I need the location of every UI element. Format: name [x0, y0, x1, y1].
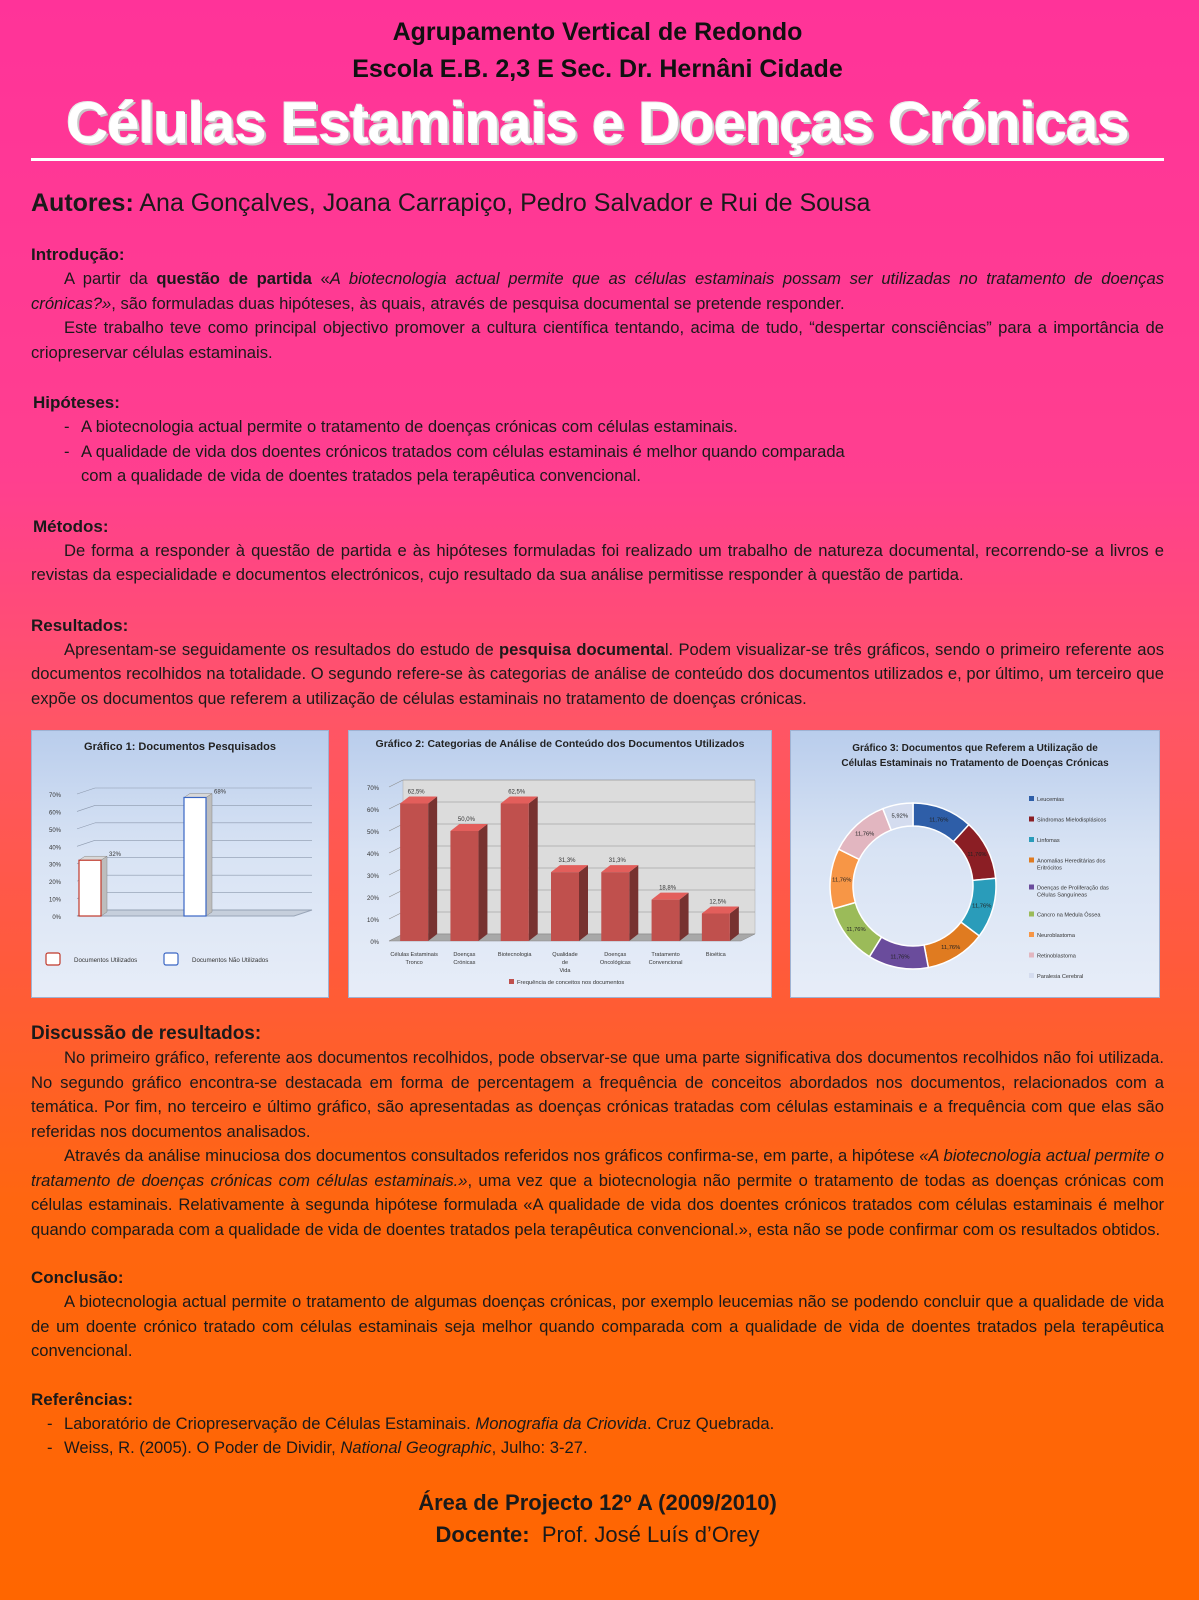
chart-2-bar [450, 831, 478, 941]
introduction-paragraph-2: Este trabalho teve como principal objectivo promover a cultura científica tentando, acima de tudo, “despertar consciências” para a importância de criopreservar células estaminais. [31, 318, 1164, 362]
chart-3-value-label: 11,76% [832, 877, 852, 884]
hypothesis-item [64, 440, 1164, 489]
chart-1-legend-label: Documentos Utilizados [74, 957, 138, 964]
chart-3-legend-label: Doenças de Proliferação das [1037, 885, 1109, 892]
chart-3-value-label: 11,76% [967, 852, 987, 859]
chart-2-value-label: 18,8% [659, 885, 677, 892]
chart-2-bar [551, 872, 579, 941]
conclusion-section [31, 1266, 1164, 1364]
chart-1-gridline [77, 823, 95, 829]
chart-2-ytick-label: 60% [366, 808, 379, 814]
results-bold-term: pesquisa documenta [499, 639, 665, 659]
chart-3-panel [790, 730, 1160, 998]
chart-2-bar-side [579, 865, 588, 941]
chart-2-value-label: 50,0% [457, 817, 475, 823]
chart-2-category-label: Qualidade [552, 952, 578, 958]
chart-2-bar-side [680, 893, 689, 941]
chart-3-legend-label: Paralesia Cerebral [1037, 974, 1084, 980]
hypothesis-item: - A biotecnologia actual permite o tratamento de doenças crónicas com células estaminais. [64, 415, 1164, 440]
chart-1-legend-swatch [164, 953, 178, 965]
chart-2-value-label: 12,5% [709, 899, 727, 906]
chart-3-legend-swatch [1029, 796, 1034, 801]
results-text: Apresentam-se seguidamente os resultados do estudo de [64, 639, 500, 659]
discussion-paragraph-2 [31, 1144, 1164, 1242]
chart-2-value-label: 31,3% [608, 858, 626, 865]
school-subname: Escola E.B. 2,3 E Sec. Dr. Hernâni Cidade [352, 55, 843, 83]
discussion-section [31, 1022, 1164, 1242]
authors-label: Autores: [31, 189, 134, 217]
chart-1-gridline [77, 840, 95, 846]
reference-title: Monografia da Criovida [475, 1413, 647, 1433]
chart-2-legend-label: Frequência de conceitos nos documentos [517, 980, 625, 986]
results-heading: Resultados: [31, 615, 129, 635]
chart-2-category-label: Biotecnologia [497, 952, 532, 958]
chart-2-category-label: Oncológicas [599, 960, 631, 966]
chart-2-ytick-label: 70% [366, 786, 379, 792]
intro-question: A biotecnologia actual permite que as células estaminais possam ser utilizadas no tratamento de doenças crónicas?» [31, 269, 1165, 313]
chart-2-category-label: Tronco [405, 960, 423, 966]
chart-3-legend-swatch [1029, 912, 1034, 917]
chart-2-ytick-label: 20% [366, 896, 379, 902]
chart-3-doencas-cronicas [791, 731, 1159, 997]
chart-3-legend-label: Retinoblastoma [1037, 953, 1076, 960]
methods-paragraph: De forma a responder à questão de partida e às hipóteses formuladas foi realizado um trabalho de natureza documental, recorrendo-se a livros e revistas da especialidade e documentos electrónicos, cujo resultado da sua análise permitisse responder à questão de partida. [31, 540, 1164, 584]
reference-item [47, 1412, 1164, 1437]
chart-1-ytick-label: 70% [48, 793, 61, 799]
introduction-paragraph-1 [31, 267, 1164, 316]
chart-3-title-line-1: Gráfico 3: Documentos que Referem a Utilização de [852, 743, 1098, 754]
reference-text: Laboratório de Criopreservação de Células Estaminais. [64, 1413, 476, 1433]
title-underline [31, 158, 1164, 161]
chart-3-value-label: 11,76% [941, 944, 961, 951]
chart-1-bar-side [101, 856, 107, 916]
chart-3-value-label: 11,76% [972, 903, 992, 910]
chart-2-bar-side [629, 865, 638, 941]
reference-text: Weiss, R. (2005). O Poder de Dividir, [64, 1438, 341, 1457]
chart-3-legend-label: Anomalias Hereditárias dos [1037, 858, 1106, 865]
introduction-section [31, 243, 1164, 365]
chart-2-category-label: Doenças [453, 952, 476, 958]
chart-1-ytick-label: 0% [52, 915, 61, 921]
poster-title: Células Estaminais e Doenças Crónicas [66, 91, 1129, 156]
chart-2-bar-side [428, 797, 437, 942]
chart-1-title: Gráfico 1: Documentos Pesquisados [84, 741, 276, 753]
chart-1-ytick-label: 10% [48, 897, 61, 904]
chart-2-panel [348, 730, 772, 998]
chart-3-value-label: 11,76% [929, 817, 949, 824]
chart-3-value-label: 11,76% [846, 927, 866, 934]
chart-3-legend-swatch [1029, 932, 1034, 937]
docente-name: Prof. José Luís d’Orey [529, 1521, 760, 1547]
chart-3-legend-label-cont: Células Sanguíneas [1037, 892, 1088, 899]
chart-3-value-label: 5,92% [891, 813, 908, 820]
chart-1-gridline [77, 788, 95, 794]
poster [31, 0, 1164, 1551]
intro-text-end: , são formuladas duas hipóteses, às quais, através de pesquisa documental se pretende responder. [111, 293, 845, 313]
chart-2-ytick-label: 10% [366, 918, 379, 924]
chart-2-category-label: Convencional [648, 960, 683, 966]
chart-3-legend-swatch [1029, 837, 1034, 842]
chart-3-legend-label: Linfomas [1037, 838, 1060, 844]
hypothesis-text-cont: com a qualidade de vida de doentes tratados pela terapêutica convencional. [81, 466, 641, 485]
hypotheses-list [31, 415, 1164, 489]
chart-1-bar [184, 797, 206, 916]
chart-2-categorias-analise [349, 731, 771, 997]
chart-1-ytick-label: 20% [48, 880, 61, 887]
chart-2-bar-side [529, 797, 538, 942]
charts-row [31, 730, 1164, 998]
chart-2-ytick-label: 50% [366, 830, 379, 836]
chart-2-title: Gráfico 2: Categorias de Análise de Conteúdo dos Documentos Utilizados [375, 738, 745, 750]
chart-1-legend-swatch [46, 953, 60, 965]
chart-1-value-label: 32% [109, 852, 122, 859]
chart-2-category-label: Vida [559, 968, 571, 974]
chart-1-bar [79, 860, 101, 916]
chart-3-legend-label-cont: Eritrócitos [1037, 865, 1062, 872]
chart-1-documentos-pesquisados [32, 731, 328, 997]
chart-1-panel [31, 730, 329, 998]
footer-docente [31, 1519, 1164, 1551]
footer-course: Área de Projecto 12º A (2009/2010) [418, 1489, 777, 1515]
discussion-hypothesis-quote: «A biotecnologia actual permite o tratamento de doenças crónicas com células estaminais.» [31, 1146, 1164, 1190]
chart-2-bar [652, 900, 680, 941]
footer [31, 1487, 1164, 1551]
reference-text-end: . Cruz Quebrada. [646, 1413, 775, 1433]
chart-3-legend-swatch [1029, 973, 1034, 978]
chart-1-legend-label: Documentos Não Utilizados [192, 957, 269, 964]
chart-2-bar [601, 872, 629, 941]
chart-1-ytick-label: 50% [48, 827, 61, 834]
chart-1-ytick-label: 30% [48, 862, 61, 869]
hypotheses-section [31, 391, 1164, 489]
references-section [31, 1388, 1164, 1461]
discussion-paragraph-1: No primeiro gráfico, referente aos documentos recolhidos, pode observar-se que uma parte significativa dos documentos recolhidos não foi utilizada. No segundo gráfico encontra-se destacada em forma de percentagem a frequência de conceitos abordados nos documentos, relacionados com a temática. Por fim, no terceiro e último gráfico, são apresentadas as doenças crónicas tratadas com células estaminais e a frequência com que elas são referidas nos documentos analisados. [31, 1048, 1164, 1141]
results-section [31, 614, 1164, 712]
authors [31, 187, 1164, 219]
chart-2-ytick-label: 0% [370, 940, 379, 946]
chart-1-bar-side [206, 793, 212, 916]
chart-2-category-label: Doenças [604, 952, 627, 958]
chart-2-ytick-label: 30% [366, 874, 379, 880]
conclusion-heading: Conclusão: [31, 1268, 124, 1287]
chart-3-legend-label: Síndromas Mielodisplásicos [1037, 817, 1107, 824]
chart-3-title-line-2: Células Estaminais no Tratamento de Doenças Crónicas [841, 758, 1109, 769]
chart-3-value-label: 11,76% [890, 954, 910, 961]
chart-3-legend-label: Neuroblastoma [1037, 933, 1075, 939]
chart-2-bar-side [478, 824, 487, 941]
chart-1-gridline [77, 805, 95, 811]
chart-3-legend-swatch [1029, 885, 1034, 890]
chart-2-value-label: 31,3% [558, 858, 576, 865]
discussion-heading: Discussão de resultados: [31, 1023, 262, 1044]
chart-1-ytick-label: 40% [48, 845, 61, 852]
docente-label: Docente: [435, 1521, 530, 1547]
authors-names: Ana Gonçalves, Joana Carrapiço, Pedro Salvador e Rui de Sousa [133, 189, 871, 217]
chart-3-legend-swatch [1029, 858, 1034, 863]
chart-1-value-label: 68% [214, 789, 227, 796]
intro-quote-mark: « [311, 269, 330, 288]
references-heading: Referências: [31, 1389, 134, 1409]
methods-section [31, 515, 1164, 588]
chart-2-value-label: 62,5% [407, 789, 425, 796]
chart-2-category-label: Células Estaminais [390, 952, 438, 958]
chart-3-legend-label: Leucemias [1037, 797, 1065, 803]
chart-2-value-label: 62,5% [508, 789, 526, 796]
references-list [31, 1412, 1164, 1461]
results-paragraph [31, 638, 1164, 712]
introduction-heading: Introdução: [31, 245, 125, 264]
chart-3-value-label: 11,76% [855, 831, 875, 838]
results-text-end: l. Podem visualizar-se três gráficos, sendo o primeiro referente aos documentos recolhidos na totalidade. O segundo refere-se às categorias de análise de conteúdo dos documentos utilizados e, por último, um terceiro que expõe os documentos que referem a utilização de células estaminais no tratamento de doenças crónicas. [31, 639, 1165, 708]
chart-3-legend-swatch [1029, 817, 1034, 822]
chart-2-gridline [389, 780, 403, 787]
reference-item [47, 1436, 1164, 1461]
methods-heading: Métodos: [33, 516, 109, 536]
chart-1-ytick-label: 60% [48, 810, 61, 817]
reference-text-end: , Julho: 3-27. [491, 1438, 588, 1457]
chart-2-category-label: Tratamento [651, 952, 680, 958]
chart-3-legend-label: Cancro na Medula Óssea [1037, 912, 1101, 919]
chart-2-category-label: Bioética [705, 952, 726, 958]
chart-2-bar [400, 804, 428, 942]
chart-2-bar [702, 914, 730, 942]
chart-2-ytick-label: 40% [366, 852, 379, 858]
chart-3-legend-swatch [1029, 953, 1034, 958]
chart-2-category-label: de [561, 960, 569, 966]
intro-text: A partir da [64, 269, 157, 288]
conclusion-paragraph: A biotecnologia actual permite o tratamento de algumas doenças crónicas, por exemplo leucemias não se podendo concluir que a qualidade de vida de um doente crónico tratado com células estaminais seja melhor quando comparada com a qualidade de vida de doentes tratados pela terapêutica convencional. [31, 1292, 1164, 1360]
hypothesis-text: A qualidade de vida dos doentes crónicos tratados com células estaminais é melhor quando comparada [81, 441, 845, 461]
discussion-text: Através da análise minuciosa dos documentos consultados referidos nos gráficos confirma-se, em parte, a hipótese [64, 1146, 920, 1165]
hypotheses-heading: Hipóteses: [33, 393, 120, 412]
school-name: Agrupamento Vertical de Redondo [392, 18, 803, 46]
intro-bold-term: questão de partida [156, 269, 312, 288]
reference-title: National Geographic [340, 1438, 492, 1457]
chart-2-category-label: Crónicas [453, 960, 476, 966]
chart-2-bar [501, 804, 529, 942]
chart-2-legend-swatch [509, 979, 514, 984]
discussion-text-end: , uma vez que a biotecnologia não permite o tratamento de todas as doenças crónicas com células estaminais. Relativamente à segunda hipótese formulada «A qualidade de vida dos doentes crónicos tratados com células estaminais é melhor quando comparada com a qualidade de vida de doentes tratados pela terapêutica convencional.», esta não se pode confirmar com os resultados obtidos. [31, 1170, 1164, 1239]
